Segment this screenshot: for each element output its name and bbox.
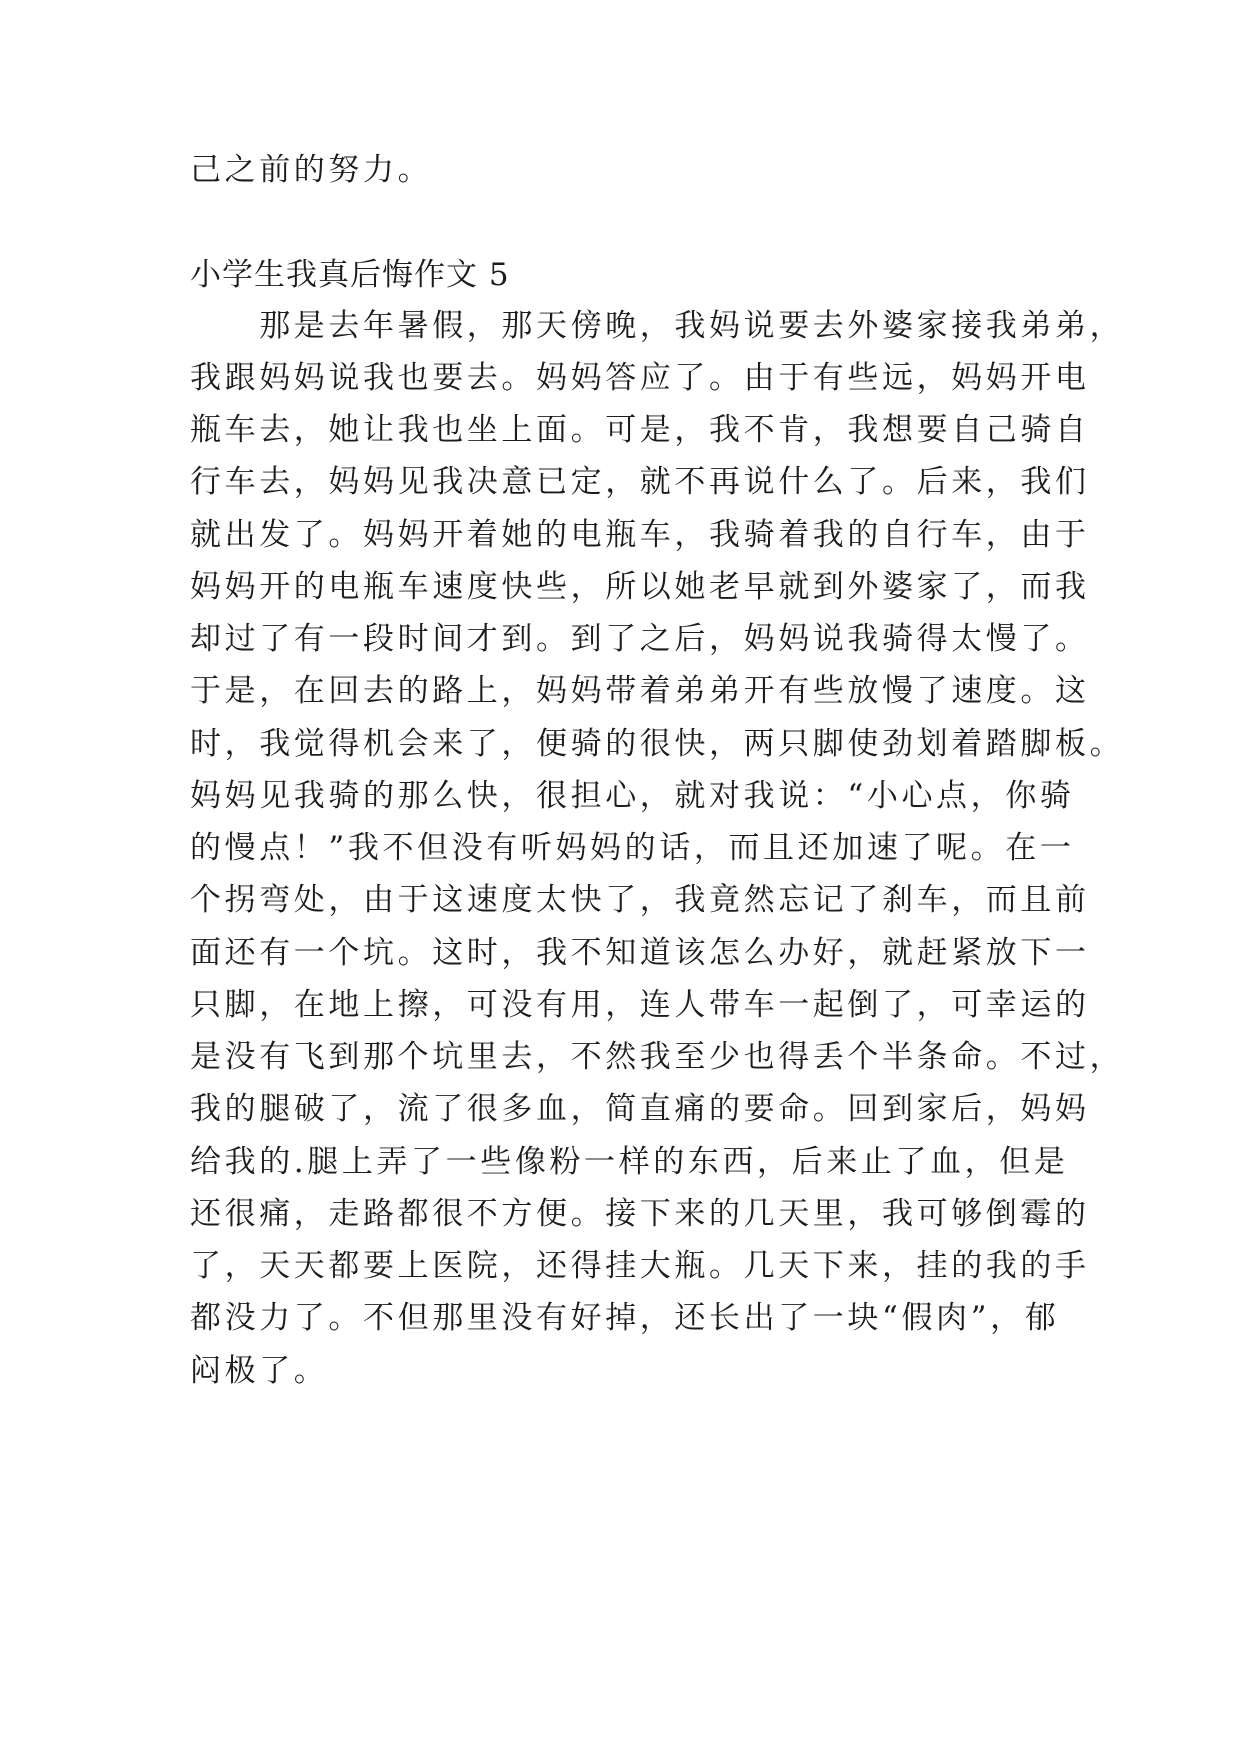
body-line: 了，天天都要上医院，还得挂大瓶。几天下来，挂的我的手 <box>190 1248 1090 1284</box>
section-title: 小学生我真后悔作文 5 <box>190 257 510 293</box>
body-line: 给我的.腿上弄了一些像粉一样的东西，后来止了血，但是 <box>190 1144 1069 1180</box>
body-line: 我的腿破了，流了很多血，简直痛的要命。回到家后，妈妈 <box>190 1091 1090 1127</box>
body-line: 妈妈开的电瓶车速度快些，所以她老早就到外婆家了，而我 <box>190 569 1090 605</box>
body-line: 妈妈见我骑的那么快，很担心，就对我说：“小心点，你骑 <box>190 778 1075 814</box>
body-line: 都没力了。不但那里没有好掉，还长出了一块“假肉”，郁 <box>190 1300 1060 1336</box>
body-line: 就出发了。妈妈开着她的电瓶车，我骑着我的自行车，由于 <box>190 517 1090 553</box>
body-line: 时，我觉得机会来了，便骑的很快，两只脚使劲划着踏脚板。 <box>190 726 1125 762</box>
previous-paragraph-tail: 己之前的努力。 <box>190 152 433 188</box>
body-line: 面还有一个坑。这时，我不知道该怎么办好，就赶紧放下一 <box>190 935 1090 971</box>
body-line: 却过了有一段时间才到。到了之后，妈妈说我骑得太慢了。 <box>190 621 1090 657</box>
body-line: 我跟妈妈说我也要去。妈妈答应了。由于有些远，妈妈开电 <box>190 360 1090 396</box>
body-line: 个拐弯处，由于这速度太快了，我竟然忘记了刹车，而且前 <box>190 882 1090 918</box>
body-line: 行车去，妈妈见我决意已定，就不再说什么了。后来，我们 <box>190 464 1090 500</box>
body-line: 还很痛，走路都很不方便。接下来的几天里，我可够倒霉的 <box>190 1196 1090 1232</box>
body-line: 只脚，在地上擦，可没有用，连人带车一起倒了，可幸运的 <box>190 987 1090 1023</box>
body-line: 的慢点！”我不但没有听妈妈的话，而且还加速了呢。在一 <box>190 830 1075 866</box>
body-line: 于是，在回去的路上，妈妈带着弟弟开有些放慢了速度。这 <box>190 673 1090 709</box>
body-line: 是没有飞到那个坑里去，不然我至少也得丢个半条命。不过， <box>190 1039 1125 1075</box>
body-line: 瓶车去，她让我也坐上面。可是，我不肯，我想要自己骑自 <box>190 412 1090 448</box>
body-line: 那是去年暑假，那天傍晚，我妈说要去外婆家接我弟弟， <box>190 308 1125 344</box>
body-line: 闷极了。 <box>190 1353 329 1389</box>
